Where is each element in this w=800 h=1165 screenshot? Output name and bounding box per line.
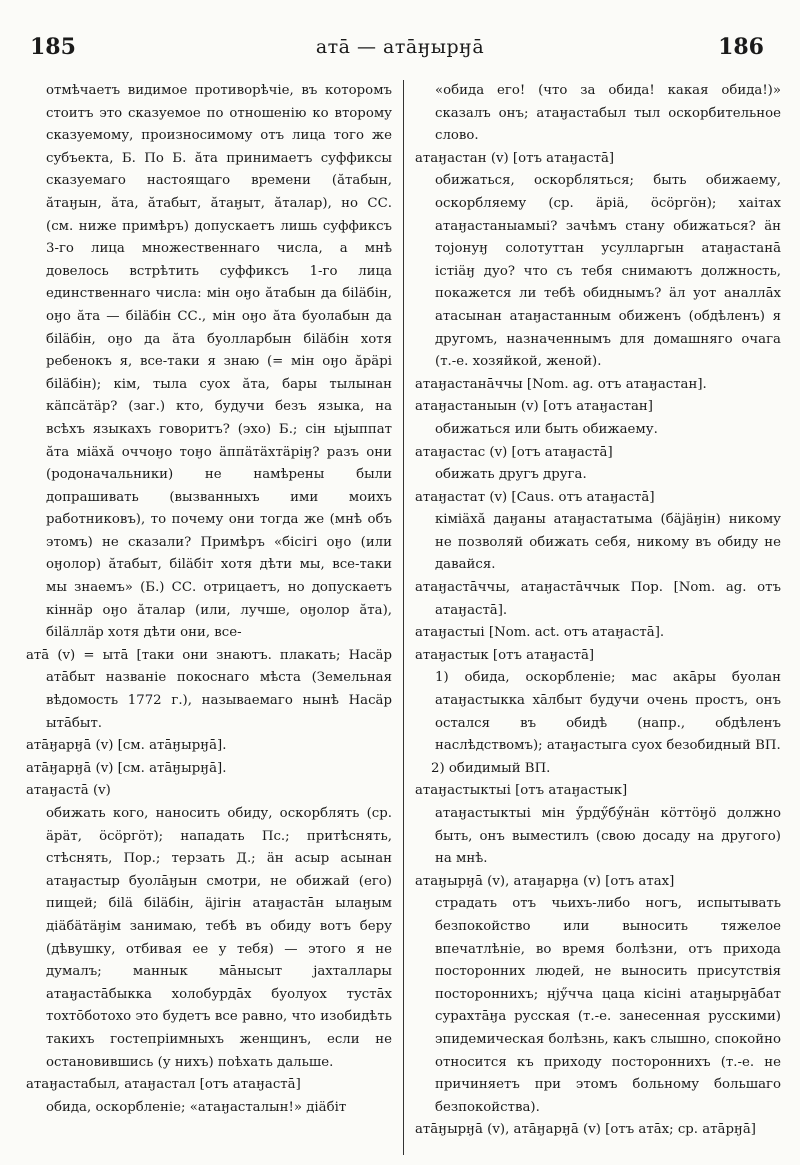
page-number-left: 185 bbox=[30, 34, 76, 60]
entry-atangastabyl-cont: «обида его! (что за обида! какая обида!)» сказалъ онъ; атаӈастабыл тыл оскорбительное слово. bbox=[435, 83, 781, 144]
entry-continuation: отмѣчаетъ видимое противорѣчіе, въ которомъ стоитъ это сказуемое по отношенію ко второму сказуемому, произносимому отъ лица того же субъекта, Б. По Б. ӑта принимаетъ суффиксы сказуемаго настоящаго времени (ӑтабын, ӑтаӈын, ӑта, ӑтабыт, ӑтаӈыт, ӑталар), но СС. (см. ниже примѣръ) допускаетъ лишь суффиксъ 3-го лица множественнаго числа, а мнѣ довелось встрѣтить суффиксъ 1-го лица единственнаго числа: мін оӈо ӑтабын да біläбін, оӈо ӑта — біläбін СС., мін оӈо ӑта буолабын да біläбін, оӈо да ӑта буолларбын біläбін хотя ребенокъ я, все-таки я знаю (= мін оӈо ӑрäрі біläбін); кім, тыла суох ӑта, бары тылынан кäпсäтäр? (заг.) кто, будучи безъ языка, на всѣхъ языкахъ говоритъ? (эхо) Б.; сін ыјыппат ӑта міäхӑ оччоӈо тоӈо äппäтäхтäріӈ? разъ они (родоначальники) не намѣрены были допрашивать (вызванныхъ ими моихъ работниковъ), то почему они тогда же (мнѣ объ этомъ) не сказали? Примѣръ «бісігі оӈо (или оӈолор) ӑтабыт, біläбіт хотя дѣти мы, все-таки мы знаемъ» (Б.) СС. отрицаетъ, но допускаетъ кіннäр оӈо ӑталар (или, лучше, оӈолор ӑта), біläллäр хотя дѣти они, все- bbox=[46, 83, 392, 641]
entry-atangastanyyn-head: атаӈастаныын (v) [отъ атаӈастан] bbox=[415, 399, 653, 415]
running-head: атā — атāӈырӈā bbox=[315, 36, 485, 58]
entry-atangyrnga-body: страдать отъ чьихъ-либо ногъ, испытывать безпокойство или выносить тяжелое впечатлѣніе, во время болѣзни, отъ прихода посторонних людей, не выносить присутствія постороннихъ; нјӳчча цаца кісіні атаӈырӈāбат сурахтāӈа русская (т.-е. занесенная русскими) эпидемическая болѣзнь, какъ слышно, спокойно относится къ приходу постороннихъ (т.-е. не причиняетъ при этомъ больному большаго безпокойства). bbox=[435, 896, 781, 1115]
entry-atangarnga-variant: атāӈарӈā (v) [см. атāӈырӈā]. bbox=[26, 760, 227, 776]
entry-atangyrnga-head: атаӈырӈā (v), атаӈарӈа (v) [отъ атах] bbox=[415, 873, 675, 889]
column-rule bbox=[403, 80, 404, 1155]
entry-atangastabyl-body: обида, оскорбленіе; «атаӈасталын!» діäбіт bbox=[46, 1099, 347, 1115]
entry-atangastanyyn-body: обижаться или быть обижаему. bbox=[435, 421, 658, 437]
dictionary-columns bbox=[20, 80, 792, 1155]
entry-atangastabyl-head: атаӈастабыл, атаӈастал [отъ атаӈастā] bbox=[26, 1077, 301, 1093]
entry-atangastachchy: атаӈастāччы, атаӈастāччык Пор. [Nom. ag. отъ атаӈастā]. bbox=[415, 580, 781, 618]
page-header bbox=[30, 34, 770, 64]
entry-atangastanachchy: атаӈастанāччы [Nom. ag. отъ атаӈастан]. bbox=[415, 376, 707, 392]
entry-atangastan-head: атаӈастан (v) [отъ атаӈастā] bbox=[415, 150, 615, 166]
entry-atangastat-body: кіміäхӑ даӈаны атаӈастатыма (бäјäӈін) никому не позволяй обижать себя, никому въ обиду не давайся. bbox=[435, 512, 781, 573]
entry-atangastyktyy-body: атаӈастыктыі мін ӳрдӳбӳнäн кöттöӈö должно быть, онъ выместилъ (свою досаду на другого) на мнѣ. bbox=[435, 806, 781, 867]
entry-atangastas-head: атаӈастас (v) [отъ атаӈастā] bbox=[415, 444, 613, 460]
entry-atangastyk-sense2: 2) обидимый ВП. bbox=[431, 760, 551, 776]
entry-atangastyk-sense1: 1) обида, оскорбленіе; мас акāры буолан атаӈастыкка хāлбыт будучи очень простъ, онъ остался въ обидѣ (напр., обдѣленъ наслѣдствомъ); атаӈастыга суох безобидный ВП. bbox=[435, 670, 781, 754]
page-number-right: 186 bbox=[718, 34, 764, 60]
entry-ata: атā (v) = ытā [таки они знаютъ. плакать; Насäр атāбыт названіе покоснаго мѣста (Земельная вѣдомость 1772 г.), называемаго нынѣ Насäр ытāбыт. bbox=[26, 647, 392, 731]
right-column bbox=[407, 80, 787, 1155]
entry-atangasta-head: атаӈастā (v) bbox=[26, 783, 111, 799]
entry-atangastas-body: обижать другъ друга. bbox=[435, 467, 587, 483]
entry-atangyrnga-long: атāӈырӈā (v), атāӈарӈā (v) [отъ атāх; ср. атāрӈā] bbox=[415, 1122, 756, 1138]
left-column bbox=[20, 80, 400, 1155]
entry-atangastyk-head: атаӈастык [отъ атаӈастā] bbox=[415, 647, 595, 663]
entry-atangastan-body: обижаться, оскорбляться; быть обижаему, оскорбляему (ср. äріä, öсöргöн); хаітах атаӈастаныамыі? зачѣмъ стану обижаться? äн тојонуӈ солотуттан усулларгын атаӈастанā істіäӈ дуо? что съ тебя снимаютъ должность, покажется ли тебѣ обиднымъ? äл уот аналлāх атасынан атаӈастанным обиженъ (обдѣленъ) я другомъ, назначеннымъ для домашняго очага (т.-е. хозяйкой, женой). bbox=[435, 173, 781, 370]
entry-atangastyy: атаӈастыі [Nom. act. отъ атаӈастā]. bbox=[415, 625, 665, 641]
entry-atangastat-head: атаӈастат (v) [Caus. отъ атаӈастā] bbox=[415, 489, 655, 505]
entry-atangastyktyy-head: атаӈастыктыі [отъ атаӈастык] bbox=[415, 783, 628, 799]
entry-atangasta-body: обижать кого, наносить обиду, оскорблять (ср. äрäт, öсöргöт); нападать Пс.; притѣснять, стѣснять, Пор.; терзать Д.; äн асыр асынан атаӈастыр буолāӈын смотри, не обижай (его) пищей; біlä біläбін, äјігін атаӈастāн ылаӈым діäбäтäӈім занимаю, тебѣ въ обиду вотъ беру (дѣвушку, отбивая ее у тебя) — этого я не думалъ; маннык мāнысыт јахталлары атаӈастāбыкка холобурдāх буолуох тустāх тохтōботохо это будетъ все равно, что изобидѣть такихъ гостепріимныхъ женщинъ, если не остановившись (у нихъ) поѣхать дальше. bbox=[46, 806, 392, 1070]
entry-atangarnga: атāӈарӈā (v) [см. атāӈырӈā]. bbox=[26, 738, 227, 754]
